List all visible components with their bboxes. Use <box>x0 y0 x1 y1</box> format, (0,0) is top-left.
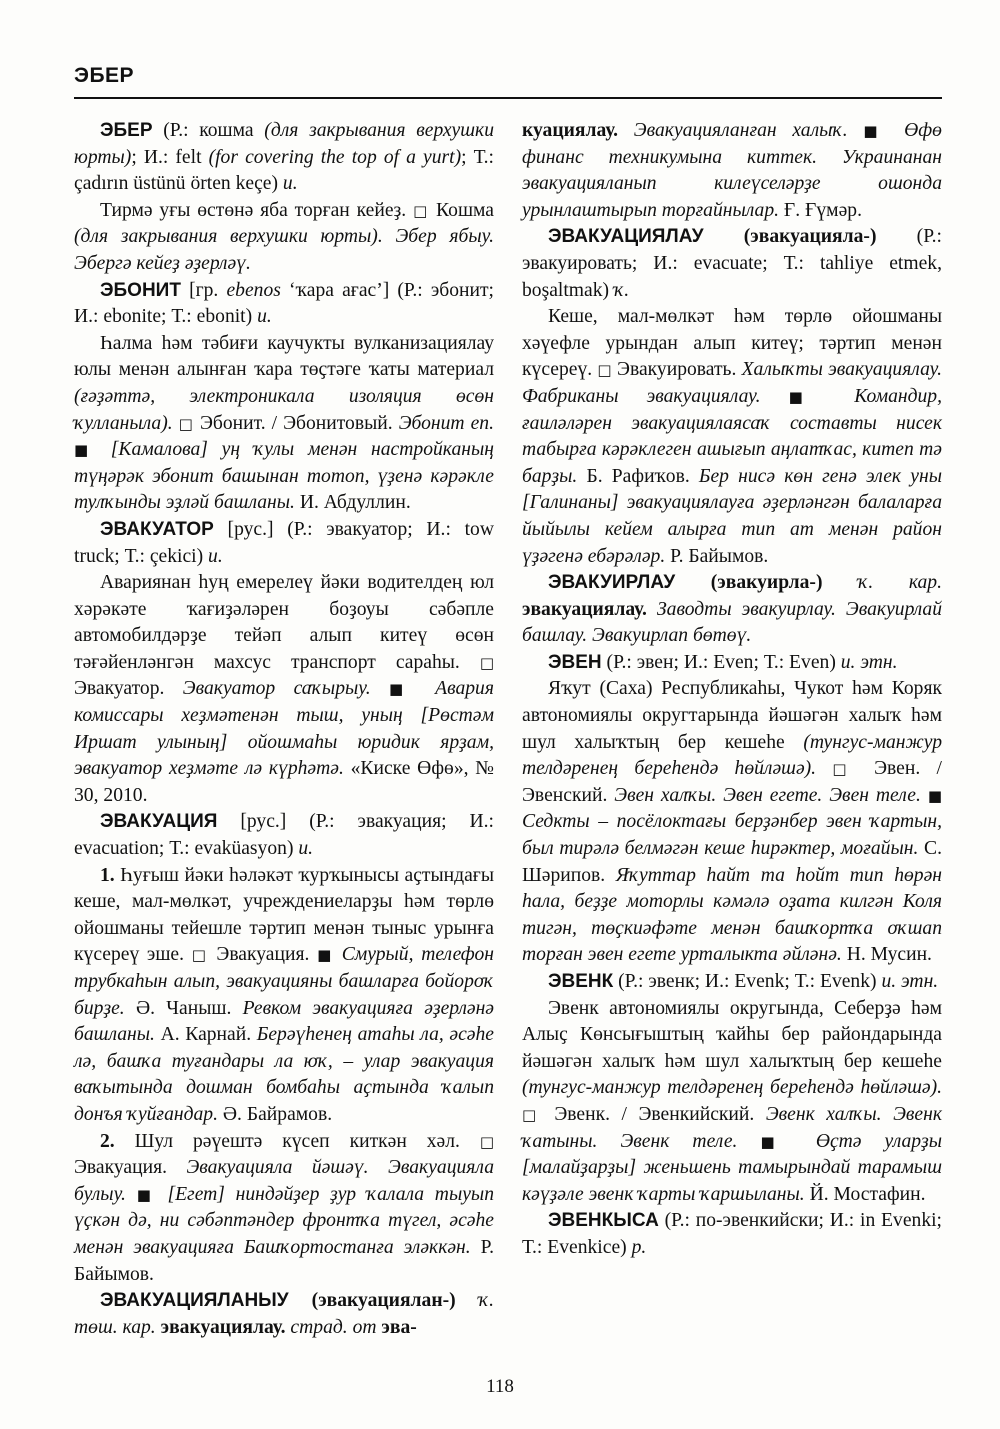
cross-reference: эва- <box>376 1316 417 1338</box>
translation-italic: (для закрывания верхушки юрты). <box>74 226 383 248</box>
citation-author: Н. Мусин. <box>841 944 932 966</box>
grammar-label: ҡ. төш. кар. <box>74 1290 494 1338</box>
citation-quote: Авария комиссары хеҙмәтенән тыш, уның [Рөстәм Иршат улының] ойошмаһы юридик ярҙам, эвакуатор хеҙмәте лә күрһәтә. <box>74 678 494 780</box>
entry-meta: ; И.: felt <box>131 146 209 168</box>
grammar-label: и. этн. <box>840 651 898 673</box>
citation-author: Б. Рафиҡов. <box>577 465 699 487</box>
usage-example: Эбонит еп. <box>398 412 494 434</box>
definition-text: Кеше, мал-мөлкәт һәм төрлө ойошманы хәүефле урындан алып китеү; тәртип менән күсереү. <box>522 306 942 381</box>
entry-definition <box>74 198 494 278</box>
right-column <box>522 118 942 1262</box>
translation: Эвакуатор. <box>74 678 183 700</box>
headword: ЭВЕНК <box>548 971 614 992</box>
entry-definition <box>522 996 942 1209</box>
entry-meta: (Р.: эвен; И.: Even; Т.: Even) <box>601 651 841 673</box>
entry-evenkysa <box>522 1208 942 1261</box>
headword: ЭВЕН <box>548 651 602 673</box>
headword: ЭВАКУИРЛАУ <box>548 572 676 594</box>
entry-eber <box>74 118 494 198</box>
citation-author: Ә. Байрамов. <box>218 1103 333 1125</box>
usage-example: Халыҡты эвакуациялау. Фабриканы эвакуациялау. <box>522 359 942 407</box>
headword: ЭБЕР <box>100 120 153 141</box>
entry-evakuator <box>74 517 494 570</box>
translation: Эвен. / Эвенский. <box>522 758 942 806</box>
grammar-label: страд. от <box>285 1316 377 1338</box>
headword: ЭБОНИТ <box>100 279 181 301</box>
citation-author: Р. Байымов. <box>74 1236 494 1285</box>
usage-example: Эвен халҡы. Эвен егете. Эвен теле. <box>614 784 921 806</box>
running-head: ЭБЕР <box>74 64 135 87</box>
definition-text: Эвенк автономиялы округында, Себерҙә һәм Алыҫ Көнсығыштың ҡайһы бер райондарында йәшәгән халыҡ һәм шул халыҡтың бер кешеһе <box>522 997 942 1072</box>
entry-meta: [рус.] (Р.: эвакуация; И.: evacuation; Т.: evaküasyon) <box>74 811 494 860</box>
definition-text: Һалма һәм тәбиғи каучукты вулканизациялау юлы менән алынған ҡара төҫтәге ҡаты материал <box>74 332 494 381</box>
citation-quote: Командир, ғаиләләрен эвакуациялаясаҡ составты нисек табырға кәрәклеген ашығып аңлатҡас, китеп тә барҙы. <box>522 385 942 487</box>
usage-example: Заводты эвакуирлау. Эвакуирлай башлау. Эвакуирлап бөтөү. <box>522 598 942 647</box>
grammar-label: и. этн. <box>881 971 939 992</box>
sense-1 <box>74 863 494 1129</box>
left-column <box>74 118 494 1341</box>
definition-text: Тирмә уғы өстөнә яба торған кейеҙ. <box>100 199 414 221</box>
filled-square-icon: ■ <box>788 387 827 406</box>
entry-meta-italic: (for covering the top of a yurt) <box>208 146 462 168</box>
citation-quote: Ревком эвакуацияға әҙерләнә башланы. <box>74 997 495 1046</box>
usage-example: Эвакуацияла йәшәү. Эвакуацияла булыу. <box>74 1157 494 1205</box>
headword: ЭВАКУАЦИЯЛАУ <box>548 226 704 248</box>
translation: Эвакуация. <box>208 944 318 966</box>
entry-meta-bold: (эвакуирла-) <box>675 572 859 594</box>
entry-meta: (Р.: кошма <box>152 120 265 141</box>
entry-evakuatsiyalanyu <box>74 1288 494 1341</box>
citation-quote: Смурый, телефон трубкаһын алып, эвакуацияны башларға бойороҡ бирҙе. <box>74 944 494 1019</box>
entry-meta: ‘ҡара ағас’] (Р.: эбонит; И.: ebonite; Т.: ebonit) <box>74 279 495 328</box>
entry-definition <box>74 331 494 517</box>
entry-meta-italic: (для закрывания верхушки юрты) <box>74 120 494 168</box>
translation: Эвакуация. <box>74 1157 187 1179</box>
translation: Эбонит. / Эбонитовый. <box>193 412 399 434</box>
entry-meta-italic: ebenos <box>226 279 281 301</box>
cross-reference: эвакуациялау. <box>155 1316 286 1338</box>
usage-example: Эвакуатор саҡырыу. <box>182 678 371 700</box>
citation-quote: Өҫтә уларҙы [малайҙарҙы] женьшень тамырындай тарамыш кәүҙәле эвенк ҡарты ҡаршыланы. <box>522 1130 943 1205</box>
citation-quote: Яҡуттар һайт та һойт тип һөрән һала, беҙҙе моторлы кәмәлә оҙата килгән Коля тигән, төҫкиәфәте менән башҡортҡа оҡшап торған эвен егете урталыкта әйләнә. <box>522 864 942 966</box>
definition-text: Һуғыш йәки һәләкәт ҡурҡынысы аҫтындағы кеше, мал-мөлкәт, учреждениеларҙы һәм төрлө ойошманы тейешле тәртип менән тыныс урынға күсереү эше. <box>74 864 494 966</box>
translation: Эвенк. / Эвенкийский. <box>542 1103 766 1125</box>
citation-quote: Седкты – посёлоктағы берҙәнбер эвен ҡартын, был тирәлә белмәгән кеше һирәктер, моғайын. <box>522 811 942 860</box>
definition-italic: (тунгус-манжур телдәренең береһендә һөйләшә). <box>522 1077 942 1099</box>
citation-quote: [Егет] ниндәйҙер ҙур ҡалала тыуып үҫкән дә, ни сәбәптәндер фронтҡа түгел, әсәһе менән эвакуацияға Башҡортостанға эләккән. <box>74 1183 494 1258</box>
citation-author: Й. Мостафин. <box>804 1183 926 1205</box>
open-square-icon: □ <box>178 414 194 433</box>
entry-meta: [гр. <box>180 279 227 301</box>
citation-author: С. Шәрипов. <box>522 838 942 886</box>
open-square-icon: □ <box>832 760 858 779</box>
filled-square-icon: ■ <box>760 1132 793 1151</box>
cross-reference: куациялау. <box>522 120 619 141</box>
open-square-icon: □ <box>191 946 209 965</box>
entry-meta: ; Т.: çadırın üstünü örten keçe) <box>74 146 494 195</box>
open-square-icon: □ <box>479 653 494 672</box>
definition-italic: (ғәҙәттә, электроникала изоляция өсөн ҡулланыла). <box>74 385 494 434</box>
definition-text: Авариянан һуң емерелеү йәки водителдең юл хәрәкәте ҡағиҙәләрен боҙоуы сәбәпле автомобилдәрҙе тейәп алып китеү өсөн тәғәйенләнгән махсус транспорт сараһы. <box>74 572 494 673</box>
entry-meta-bold: (эвакуацияла-) <box>703 226 877 248</box>
translation: Эвакуировать. <box>611 359 742 381</box>
entry-continuation <box>522 118 942 224</box>
entry-definition <box>522 304 942 570</box>
entry-evakuatsiyalau <box>522 224 942 304</box>
citation-quote: Бер нисә көн генә элек уны [Галинаны] эвакуациялауға әҙерләнгән балаларға йыйылы кейем алырға тип ат менән район үҙәгенә ебәрәләр. <box>522 465 942 567</box>
entry-even <box>522 650 942 677</box>
sense-number: 1. <box>100 864 115 886</box>
entry-meta: (Р.: эвакуировать; И.: evacuate; Т.: tahliye etmek, boşaltmak) <box>522 226 942 301</box>
open-square-icon: □ <box>479 1132 494 1151</box>
sense-number: 2. <box>100 1130 115 1152</box>
citation-author: Ә. Чаныш. <box>124 997 243 1019</box>
grammar-label: и. <box>298 838 314 860</box>
citation-quote: Өфө финанс техникумына киттек. Украинанан эвакуацияланып килеүселәрҙе ошонда урынлаштырып торғайнылар. <box>522 120 942 221</box>
entry-meta: (Р.: эвенк; И.: Evenk; Т.: Evenk) <box>613 971 882 992</box>
filled-square-icon: ■ <box>74 441 98 460</box>
header-rule <box>74 97 942 99</box>
citation-source: «Киске Өфө», № 30, 2010. <box>74 758 494 806</box>
entry-evakuatsiya <box>74 809 494 862</box>
definition-text: Шул рәүештә күсеп киткән хәл. <box>114 1130 480 1152</box>
usage-example: Эбер ябыу. Эбергә кейеҙ әҙерләү. <box>74 226 494 274</box>
filled-square-icon: ■ <box>863 122 889 140</box>
translation: Кошма <box>429 199 494 221</box>
entry-meta: [рус.] (Р.: эвакуатор; И.: tow truck; Т.: çekici) <box>74 518 494 567</box>
headword: ЭВЕНКЫСА <box>548 1210 659 1232</box>
definition-italic: (тунгус-манжур телдәренең береһендә һөйләшә). <box>522 731 942 780</box>
citation-author: И. Абдуллин. <box>294 492 411 514</box>
open-square-icon: □ <box>522 1105 543 1124</box>
filled-square-icon: ■ <box>927 786 942 805</box>
entry-evakuirlau <box>522 570 942 650</box>
usage-example: Эвенк халҡы. Эвенк ҡатыны. Эвенк теле. <box>522 1103 942 1152</box>
grammar-label: и. <box>208 545 223 567</box>
citation-quote: Берәүһенең атаһы ла, әсәһе лә, башҡа туғандары ла юҡ, – улар эвакуация ваҡытында дошман бомбаһы аҫтында ҡалып донъя ҡуйғандар. <box>74 1024 494 1125</box>
entry-ebonit <box>74 278 494 331</box>
citation-author: А. Карнай. <box>154 1024 257 1046</box>
grammar-label: ҡ. <box>613 279 630 301</box>
headword: ЭВАКУАТОР <box>100 518 214 540</box>
entry-evenk <box>522 969 942 996</box>
headword: ЭВАКУАЦИЯ <box>100 811 218 833</box>
filled-square-icon: ■ <box>136 1185 157 1204</box>
open-square-icon: □ <box>413 201 430 220</box>
headword: ЭВАКУАЦИЯЛАНЫУ <box>100 1290 289 1312</box>
grammar-label: ҡ. кар. <box>858 572 942 594</box>
grammar-label: р. <box>631 1236 647 1258</box>
filled-square-icon: ■ <box>389 680 417 699</box>
sense-2 <box>74 1129 494 1289</box>
open-square-icon: □ <box>597 361 612 380</box>
grammar-label: и. <box>282 173 298 195</box>
usage-example: Эвакуацияланған халыҡ. <box>618 120 848 141</box>
definition-text: Яҡут (Саха) Республикаһы, Чукот һәм Коряк автономиялы округтарында йәшәгән халыҡ һәм шул халыҡтың бер кешеһе <box>522 678 942 753</box>
citation-quote: [Камалова] уң ҡулы менән настройканың түңәрәк эбонит башынан тотоп, үҙенә кәрәкле тулҡынды эҙләй башланы. <box>74 439 494 514</box>
entry-meta-bold: (эвакуациялан-) <box>288 1290 479 1312</box>
entry-meta: (Р.: по-эвенкийски; И.: in Evenki; Т.: Evenkice) <box>522 1210 942 1258</box>
cross-reference: эвакуациялау. <box>522 598 647 620</box>
citation-author: Р. Байымов. <box>665 545 769 567</box>
citation-author: Ғ. Ғүмәр. <box>779 199 862 221</box>
grammar-label: и. <box>257 306 272 328</box>
entry-definition <box>74 570 494 809</box>
page-number: 118 <box>486 1376 514 1397</box>
filled-square-icon: ■ <box>317 946 335 965</box>
entry-definition <box>522 676 942 969</box>
